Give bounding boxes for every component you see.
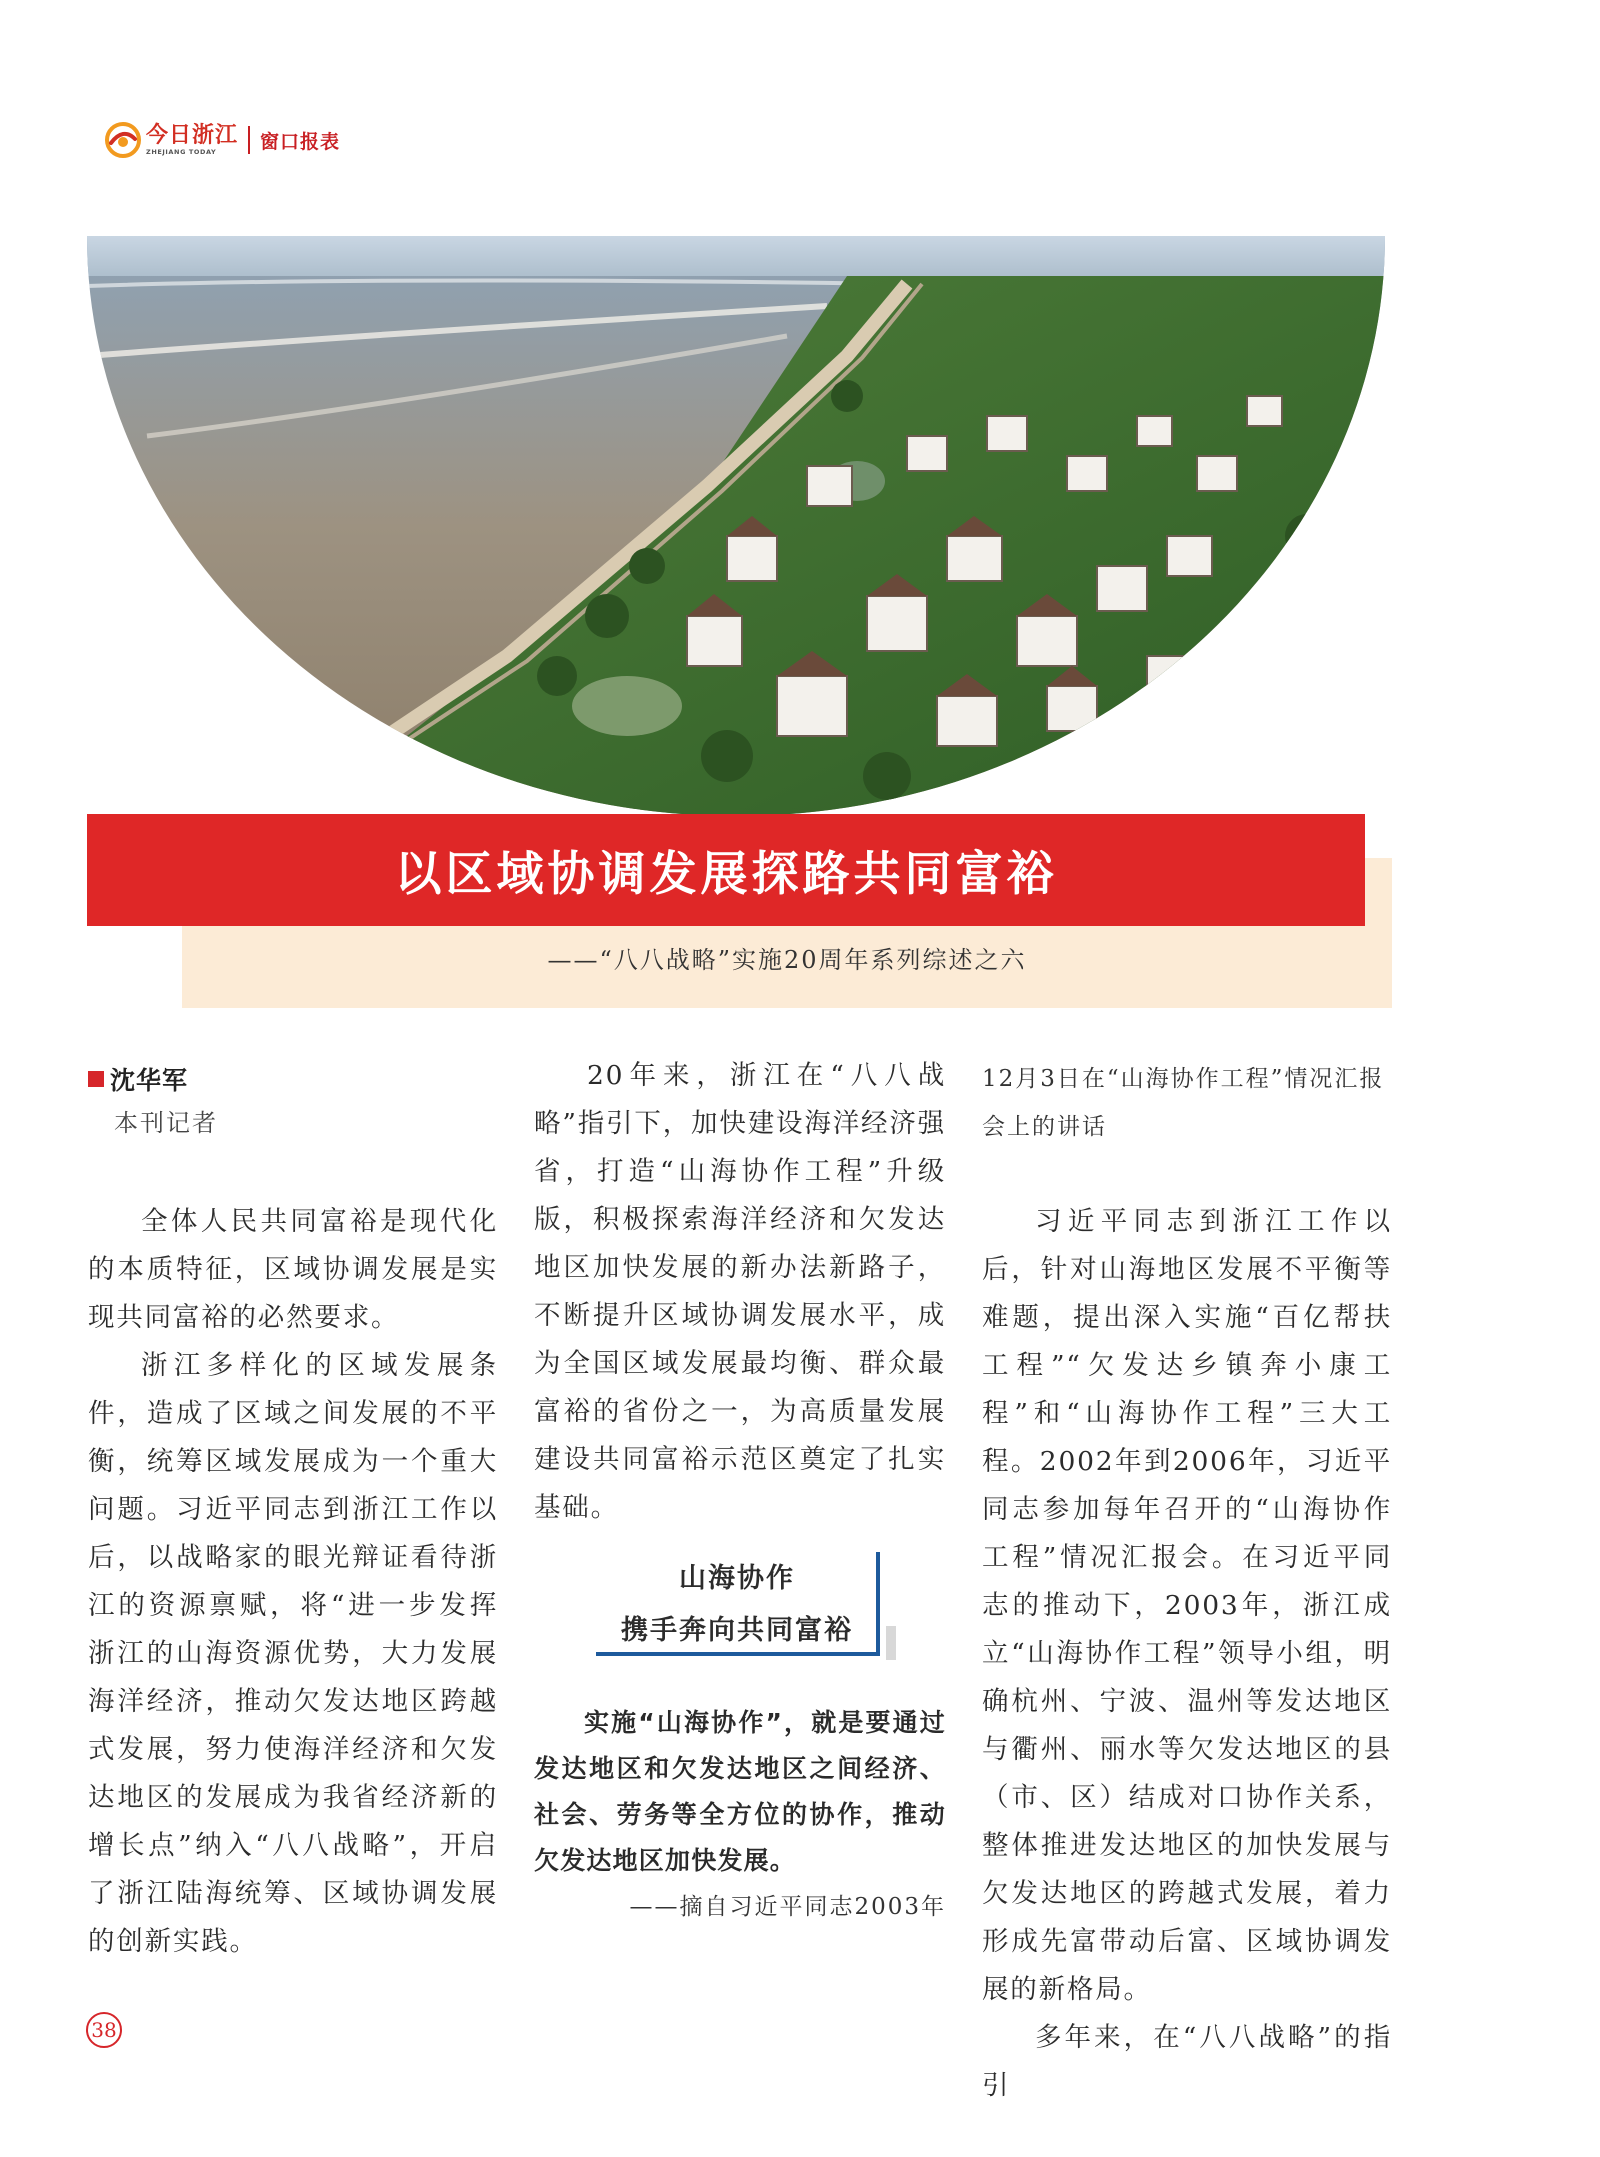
quote-source: ——摘自习近平同志2003年 [629,1894,946,1920]
article-title: 以区域协调发展探路共同富裕 [394,846,1058,902]
author-name: 沈华军 [110,1066,189,1095]
hero-aerial-photo [87,236,1385,816]
column-2 [534,1052,946,1532]
page-number: 38 [86,2012,122,2048]
paragraph: 全体人民共同富裕是现代化的本质特征，区域协调发展是实现共同富裕的必然要求。 [88,1206,498,1333]
header-divider [248,126,250,154]
paragraph: 习近平同志到浙江工作以后，针对山海地区发展不平衡等难题，提出深入实施“百亿帮扶工程”“欠发达乡镇奔小康工程”和“山海协作工程”三大工程。2002年到2006年，习近平同志参加每年召开的“山海协作工程”情况汇报会。在习近平同志的推动下，2003年，浙江成立“山海协作工程”领导小组，明确杭州、宁波、温州等发达地区与衢州、丽水等欠发达地区的县（市、区）结成对口协作关系，整体推进发达地区的加快发展与欠发达地区的跨越式发展，着力形成先富带动后富、区域协调发展的新格局。 [982,1206,1392,2005]
author-role: 本刊记者 [114,1109,218,1137]
section-heading [592,1552,888,1662]
logo-cn: 今日浙江 [146,122,239,149]
author-block [88,1057,218,1145]
page-header [104,120,340,160]
section-heading-line1: 山海协作 [679,1563,795,1594]
paragraph: 多年来，在“八八战略”的指引 [982,2022,1392,2101]
heading-shadow [886,1626,896,1660]
quote-body: 实施“山海协作”，就是要通过发达地区和欠发达地区之间经济、社会、劳务等全方位的协作，推动欠发达地区加快发展。 [534,1708,946,1875]
author-marker-icon [88,1071,104,1087]
paragraph: 20年来，浙江在“八八战略”指引下，加快建设海洋经济强省，打造“山海协作工程”升级版，积极探索海洋经济和欠发达地区加快发展的新办法新路子，不断提升区域协调发展水平，成为全国区域发展最均衡、群众最富裕的省份之一，为高质量发展建设共同富裕示范区奠定了扎实基础。 [534,1060,946,1523]
article-subtitle: ——“八八战略”实施20周年系列综述之六 [547,946,1027,974]
magazine-logo-icon [104,121,142,159]
column-3 [982,1198,1392,2110]
logo-en: ZHEJIANG TODAY [146,148,217,157]
heading-rule-horizontal [596,1652,880,1656]
paragraph: 浙江多样化的区域发展条件，造成了区域之间发展的不平衡，统筹区域发展成为一个重大问题。习近平同志到浙江工作以后，以战略家的眼光辩证看待浙江的资源禀赋，将“进一步发挥浙江的山海资源优势，大力发展海洋经济，推动欠发达地区跨越式发展，努力使海洋经济和欠发达地区的发展成为我省经济新的增长点”纳入“八八战略”，开启了浙江陆海统筹、区域协调发展的创新实践。 [88,1350,498,1957]
magazine-logo-text [146,124,238,156]
pull-quote [534,1700,946,1930]
section-label: 窗口报表 [260,130,341,153]
column-1 [88,1198,498,1966]
section-heading-line2: 携手奔向共同富裕 [621,1615,853,1646]
quote-source-continued: 12月3日在“山海协作工程”情况汇报会上的讲话 [982,1066,1385,1140]
